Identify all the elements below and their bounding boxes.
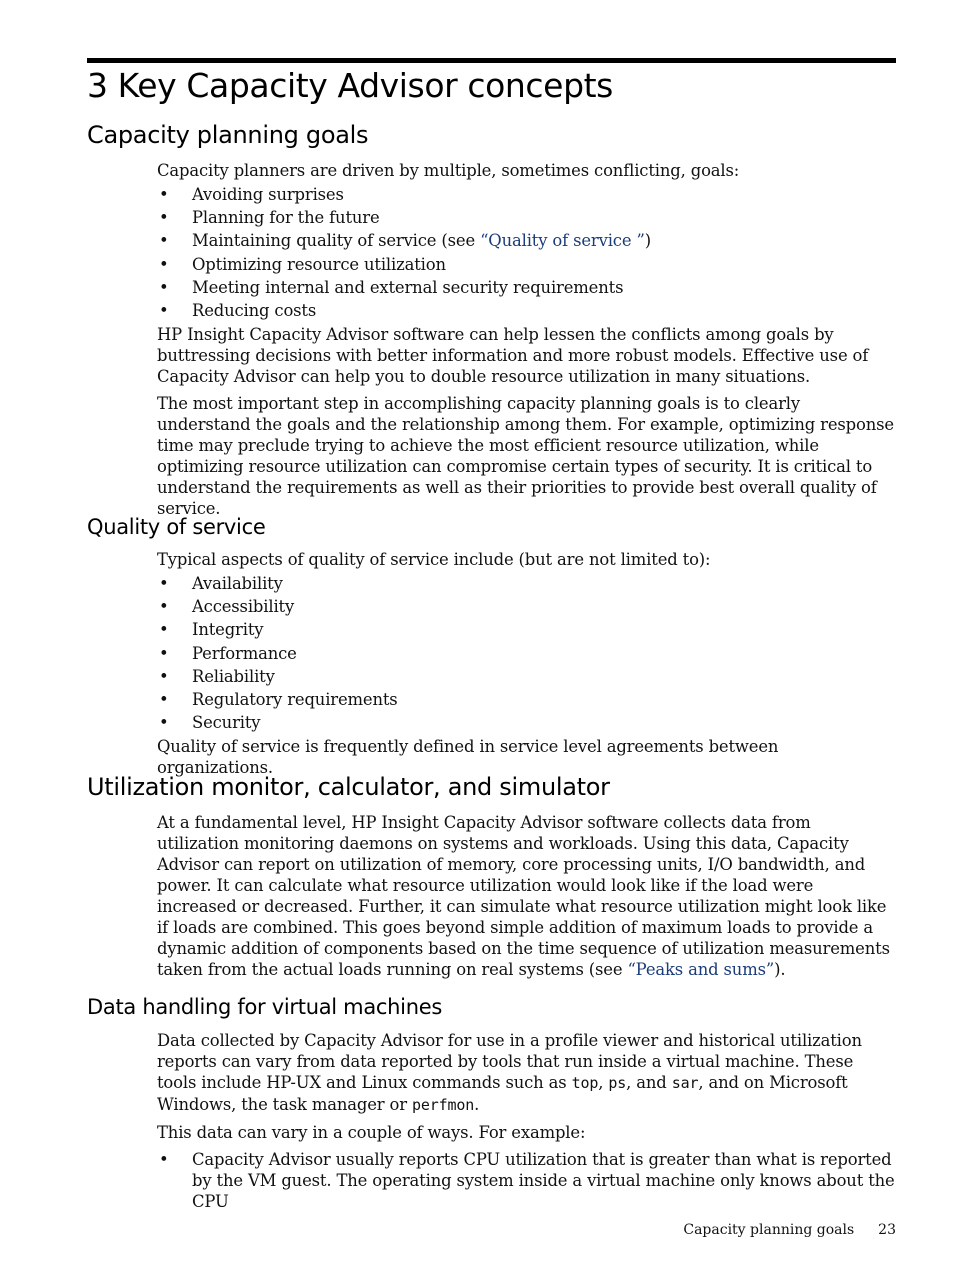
quality-of-service-link[interactable]: “Quality of service ” [480,231,645,251]
list-item: • Performance [157,643,897,666]
utilization-paragraph: At a fundamental level, HP Insight Capacity Advisor software collects data from utilization monitoring daemons on systems and workloads. Using this data, Capacity Advisor can report on utilization of memory, core processing units, I/O bandwidth, and power. It can calculate what resource utilization would look like if the load were increased or decreased. Further, it can simulate what resource utilization might look like if loads are combined. This goes beyond simple addition of maximum loads to provide a dynamic addition of components based on the time sequence of utilization measurements taken from the actual loads running on real systems (see “Peaks and sums”). [157,813,890,979]
section-title-capacity-planning-goals: Capacity planning goals [87,121,369,149]
chapter-title: 3 Key Capacity Advisor concepts [87,66,613,105]
page-footer [683,1222,896,1238]
qos-aspects-list [157,573,897,735]
capacity-planning-body [157,160,897,519]
footer-section-name: Capacity planning goals [683,1222,855,1238]
list-item: • Reducing costs [157,300,897,323]
list-item: • Capacity Advisor usually reports CPU utilization that is greater than what is reported by the VM guest. The operating system inside a virtual machine only knows about the CPU [157,1149,897,1212]
command-ps: ps [608,1074,627,1092]
command-sar: sar [671,1074,699,1092]
planning-goals-list [157,184,897,323]
section-title-utilization: Utilization monitor, calculator, and simulator [87,773,610,801]
list-item: • Optimizing resource utilization [157,254,897,277]
planning-intro: Capacity planners are driven by multiple, sometimes conflicting, goals: [157,161,740,180]
virtual-machines-body [157,1030,897,1212]
list-item: • Regulatory requirements [157,689,897,712]
virtual-paragraph-1: Data collected by Capacity Advisor for use in a profile viewer and historical utilization reports can vary from data reported by tools that run inside a virtual machine. These tools include HP-UX and Linux commands such as top, ps, and sar, and on Microsoft Windows, the task manager or perfmon. [157,1031,862,1114]
section-title-quality-of-service: Quality of service [87,515,266,539]
command-perfmon: perfmon [412,1096,475,1114]
page-number: 23 [878,1222,896,1238]
list-item: • Security [157,712,897,735]
peaks-and-sums-link[interactable]: “Peaks and sums” [627,960,775,979]
list-item: • Maintaining quality of service (see “Quality of service ”) [157,230,897,253]
list-item: • Availability [157,573,897,596]
virtual-paragraph-2: This data can vary in a couple of ways. For example: [157,1123,586,1142]
virtual-examples-list [157,1149,897,1212]
list-item: • Reliability [157,666,897,689]
list-item: • Planning for the future [157,207,897,230]
list-item: • Avoiding surprises [157,184,897,207]
list-item: • Accessibility [157,596,897,619]
section-title-virtual-machines: Data handling for virtual machines [87,995,442,1019]
list-item: • Integrity [157,619,897,642]
planning-paragraph-1: HP Insight Capacity Advisor software can help lessen the conflicts among goals by buttressing decisions with better information and more robust models. Effective use of Capacity Advisor can help you to double resource utilization in many situations. [157,325,869,387]
utilization-body [157,812,897,980]
quality-of-service-body [157,549,897,778]
planning-paragraph-2: The most important step in accomplishing capacity planning goals is to clearly understand the goals and the relationship among them. For example, optimizing response time may preclude trying to achieve the most efficient resource utilization, while optimizing resource utilization can compromise certain types of security. It is critical to understand the requirements as well as their priorities to provide best overall quality of service. [157,394,894,519]
list-item: • Meeting internal and external security requirements [157,277,897,300]
command-top: top [571,1074,599,1092]
chapter-rule [87,58,896,63]
qos-closing: Quality of service is frequently defined in service level agreements between organizations. [157,737,779,778]
qos-intro: Typical aspects of quality of service include (but are not limited to): [157,550,711,569]
